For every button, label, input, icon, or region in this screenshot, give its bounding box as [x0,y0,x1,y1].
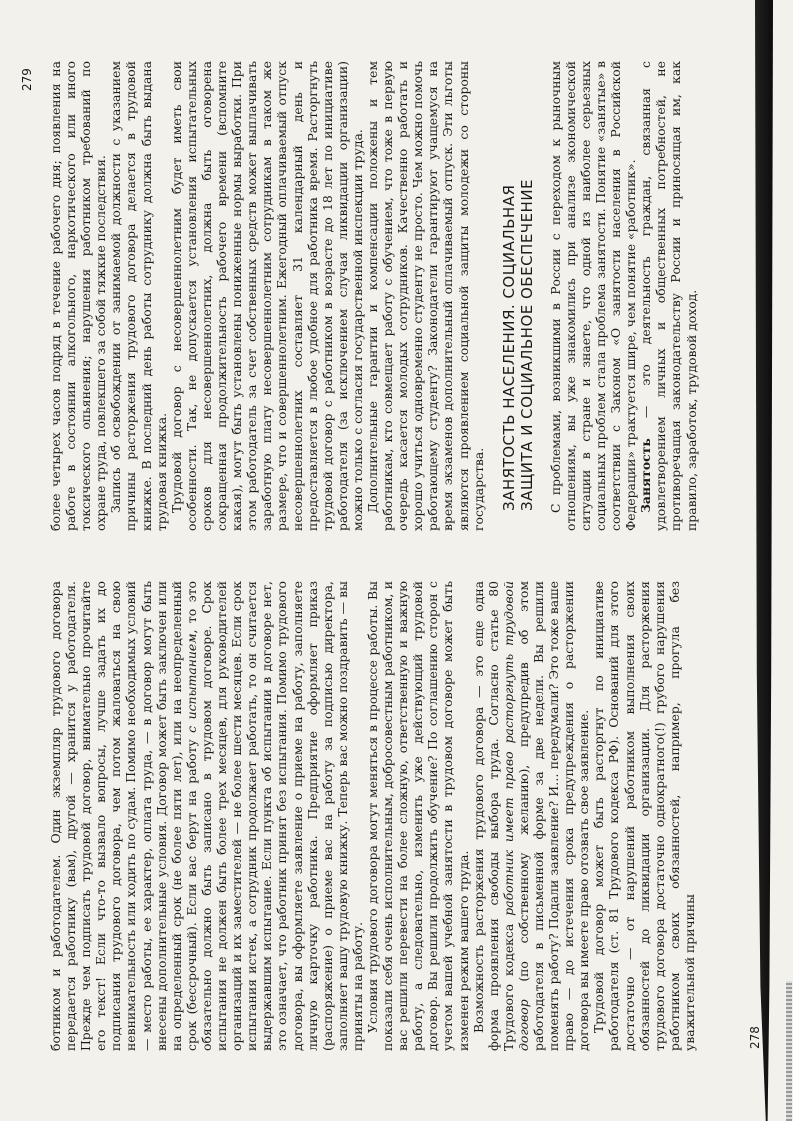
left-page-paragraph: ботником и работодателем. Один экземпляр трудового договора передается работнику (вам), другой — хранится у работодателя. Прежде чем подписать трудовой договор, внимательно прочитайте его текст! Если что-то вызвало вопросы, лучше задать их до подписания трудового договора, чем потом жаловаться на свою невнимательность или ходить по судам. Помимо необходимых условий — место работы, ее характер, оплата труда, — в договор могут быть внесены дополнительные условия. Договор может быть заключен или на определенный срок (не более пяти лет), или на неопределенный срок (бессрочный). Если вас берут на работу с испытанием, то это обязательно должно быть записано в трудовом договоре. Срок испытания не должен быть более трех месяцев, для руководителей организаций и их заместителей — не более шести месяцев. Если срок испытания истек, а сотрудник продолжает работать, то он считается выдержавшим испытание. Если пункта об испытании в договоре нет, это означает, что работник принят без испытания. Помимо трудового договора, вы оформляете заявление о приеме на работу, заполняете личную карточку работника. Предприятие оформляет приказ (распоряжение) о приеме вас на работу за подписью директора, заполняет вашу трудовую книжку. Теперь вас можно поздравить — вы приняты на работу. [48,581,365,1051]
right-page-paragraph: С проблемами, возникшими в России с переходом к рыночным отношениям, вы уже знакомились при анализе экономической ситуации в стране и знаете, что одной из наиболее серьезных социальных проблем стала проблема занятости. Понятие «занятые» в соответствии с Законом «О занятости населения в Российской Федерации» трактуется шире, чем понятие «работник». [547,61,639,531]
left-page-paragraph: Условия трудового договора могут меняться в процессе работы. Вы показали себя очень исполнительным, добросовестным работником, и вас решили перевести на более сложную, ответственную и важную работу, а следовательно, изменить уже действующий трудовой договор. Вы решили продолжить обучение? По соглашению сторон с учетом вашей учебной занятости в трудовом договоре может быть изменен режим вашего труда. [364,581,471,1051]
left-page-number: 278 [748,1026,762,1049]
section-heading [500,61,536,511]
left-page-paragraph: Возможность расторжения трудового договора — это еще одна форма проявления свободы выбора труда. Согласно статье 80 Трудового кодекса работник имеет право расторгнуть трудовой договор (по собственному желанию), предупредив об этом работодателя в письменной форме за две недели. Вы решили поменять работу? Подали заявление? И… передумали? Это тоже ваше право — до истечения срока предупреждения о расторжении договора вы имеете право отозвать свое заявление. [470,581,592,1051]
right-page-paragraph: Занятость — это деятельность граждан, связанная с удовлетворением личных и общественных потребностей, не противоречащая законодательству России и приносящая им, как правило, заработок, трудовой доход. [638,61,699,531]
left-page-text [48,581,697,1051]
right-page-paragraph: Дополнительные гарантии и компенсации положены и тем работникам, кто совмещает работу с обучением, что тоже в первую очередь касается молодых сотрудников. Качественно работать и хорошо учиться одновременно студенту не просто. Чем можно помочь работающему студенту? Законодатели гарантируют учащемуся на время экзаменов дополнительный оплачиваемый отпуск. Эти льготы являются проявлением социальной защиты молодежи со стороны государства. [364,61,486,531]
right-page-text-top [48,61,486,531]
left-page-paragraph: Трудовой договор может быть расторгнут по инициативе работодателя (ст. 81 Трудового кодекса РФ). Оснований для этого достаточно — от нарушений работником выполнения своих обязанностей до ликвидации организации. Для расторжения трудового договора достаточно однократного(!) грубого нарушения работником своих обязанностей, например, прогула без уважительной причины [591,581,697,1051]
section-heading-line-1: ЗАНЯТОСТЬ НАСЕЛЕНИЯ. СОЦИАЛЬНАЯ [499,184,518,511]
right-page-text-bottom [548,61,699,531]
right-page [48,61,738,531]
right-page-paragraph: более четырех часов подряд в течение рабочего дня; появления на работе в состоянии алкогольного, наркотического или иного токсического опьянения; нарушения работником требований по охране труда, повлекшего за собой тяжкие последствия. [48,61,109,531]
section-heading-line-2: ЗАЩИТА И СОЦИАЛЬНОЕ ОБЕСПЕЧЕНИЕ [517,178,536,511]
right-page-paragraph: Трудовой договор с несовершеннолетним будет иметь свои особенности. Так, не допускается установления испытательных сроков для несовершеннолетних, должна быть оговорена сокращенная продолжительность рабочего времени (вспомните какая), могут быть установлены пониженные нормы выработки. При этом работодатель за счет собственных средств может выплачивать заработную плату несовершеннолетним сотрудникам в таком же размере, что и совершеннолетним. Ежегодный оплачиваемый отпуск несовершеннолетних составляет 31 календарный день и предоставляется в любое удобное для работника время. Расторгнуть трудовой договор с работником в возрасте до 18 лет по инициативе работодателя (за исключением случая ликвидации организации) можно только с согласия государственной инспекции труда. [168,61,365,531]
right-page-number: 279 [20,68,34,91]
page-edge [786,981,792,1121]
left-page [48,581,738,1051]
right-page-paragraph: Запись об освобождении от занимаемой должности с указанием причины расторжения трудового договора делается в трудовой книжке. В последний день работы сотруднику должна быть выдана трудовая книжка. [108,61,169,531]
book-gutter-shadow [755,0,773,1121]
